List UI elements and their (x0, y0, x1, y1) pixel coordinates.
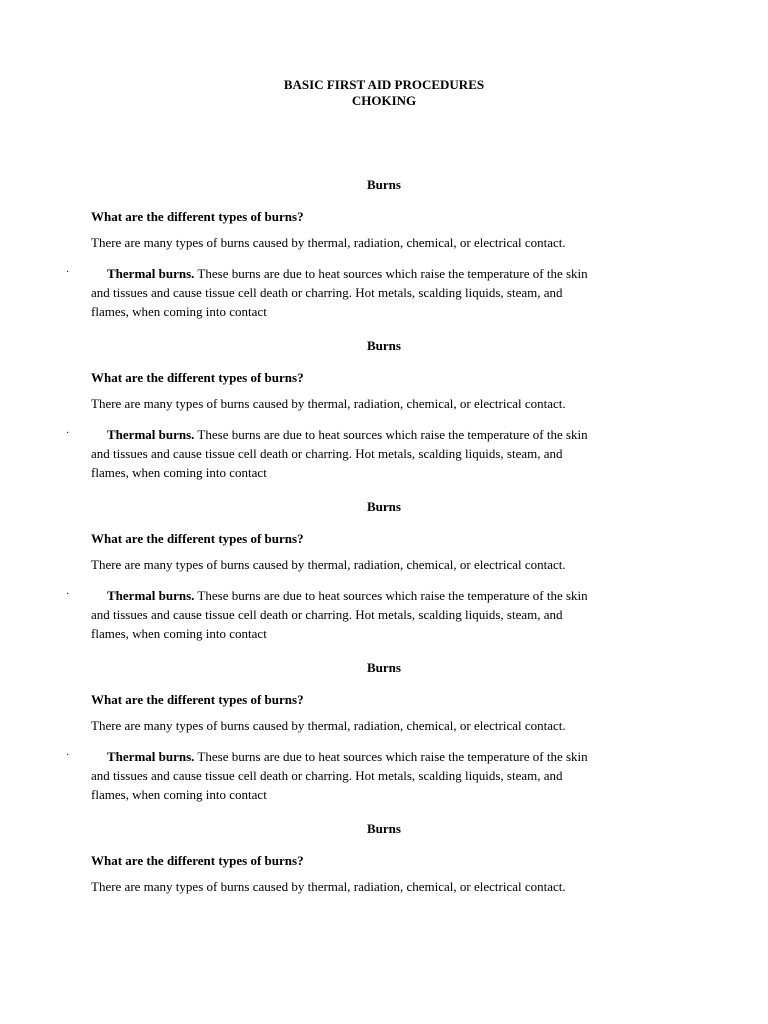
section-intro: There are many types of burns caused by thermal, radiation, chemical, or electrical contact. (91, 396, 566, 411)
bullet-line: flames, when coming into contact (91, 787, 267, 802)
document-heading (0, 77, 768, 109)
section-title: Burns (367, 177, 401, 192)
bullet-paragraph (91, 264, 681, 321)
burns-sections (0, 177, 768, 982)
burns-section (0, 499, 768, 660)
section-title: Burns (367, 821, 401, 836)
section-title: Burns (367, 338, 401, 353)
bullet-line (91, 425, 681, 444)
bullet-line (91, 586, 681, 605)
bullet-marker: · (66, 750, 70, 761)
bullet-line-text: These burns are due to heat sources which raise the temperature of the skin (194, 588, 588, 603)
section-question: What are the different types of burns? (91, 209, 304, 224)
bullet-line: and tissues and cause tissue cell death or charring. Hot metals, scalding liquids, steam, and (91, 768, 563, 783)
bullet-paragraph (91, 425, 681, 482)
burns-section (0, 177, 768, 338)
bullet-line: flames, when coming into contact (91, 626, 267, 641)
section-question: What are the different types of burns? (91, 692, 304, 707)
bullet-line: and tissues and cause tissue cell death or charring. Hot metals, scalding liquids, steam, and (91, 285, 563, 300)
bullet-marker: · (66, 589, 70, 600)
bullet-line: and tissues and cause tissue cell death or charring. Hot metals, scalding liquids, steam, and (91, 607, 563, 622)
burns-section (0, 821, 768, 982)
section-question: What are the different types of burns? (91, 531, 304, 546)
bullet-line-text: These burns are due to heat sources which raise the temperature of the skin (194, 427, 588, 442)
section-intro: There are many types of burns caused by thermal, radiation, chemical, or electrical contact. (91, 557, 566, 572)
bullet-line (91, 747, 681, 766)
section-title: Burns (367, 660, 401, 675)
document-title: BASIC FIRST AID PROCEDURES (283, 77, 485, 92)
burns-section (0, 338, 768, 499)
bullet-term: Thermal burns. (107, 749, 195, 764)
bullet-line-text: These burns are due to heat sources which raise the temperature of the skin (194, 266, 588, 281)
section-intro: There are many types of burns caused by thermal, radiation, chemical, or electrical contact. (91, 235, 566, 250)
bullet-term: Thermal burns. (107, 588, 195, 603)
bullet-line-text: These burns are due to heat sources which raise the temperature of the skin (194, 749, 588, 764)
section-question: What are the different types of burns? (91, 370, 304, 385)
section-intro: There are many types of burns caused by thermal, radiation, chemical, or electrical contact. (91, 879, 566, 894)
bullet-paragraph (91, 747, 681, 804)
burns-section (0, 660, 768, 821)
section-question: What are the different types of burns? (91, 853, 304, 868)
bullet-marker: · (66, 267, 70, 278)
bullet-paragraph (91, 586, 681, 643)
document-subtitle: CHOKING (351, 93, 417, 108)
bullet-line: flames, when coming into contact (91, 304, 267, 319)
section-intro: There are many types of burns caused by thermal, radiation, chemical, or electrical contact. (91, 718, 566, 733)
bullet-line: and tissues and cause tissue cell death or charring. Hot metals, scalding liquids, steam, and (91, 446, 563, 461)
section-title: Burns (367, 499, 401, 514)
bullet-line (91, 264, 681, 283)
bullet-line: flames, when coming into contact (91, 465, 267, 480)
bullet-term: Thermal burns. (107, 266, 195, 281)
bullet-marker: · (66, 428, 70, 439)
bullet-term: Thermal burns. (107, 427, 195, 442)
